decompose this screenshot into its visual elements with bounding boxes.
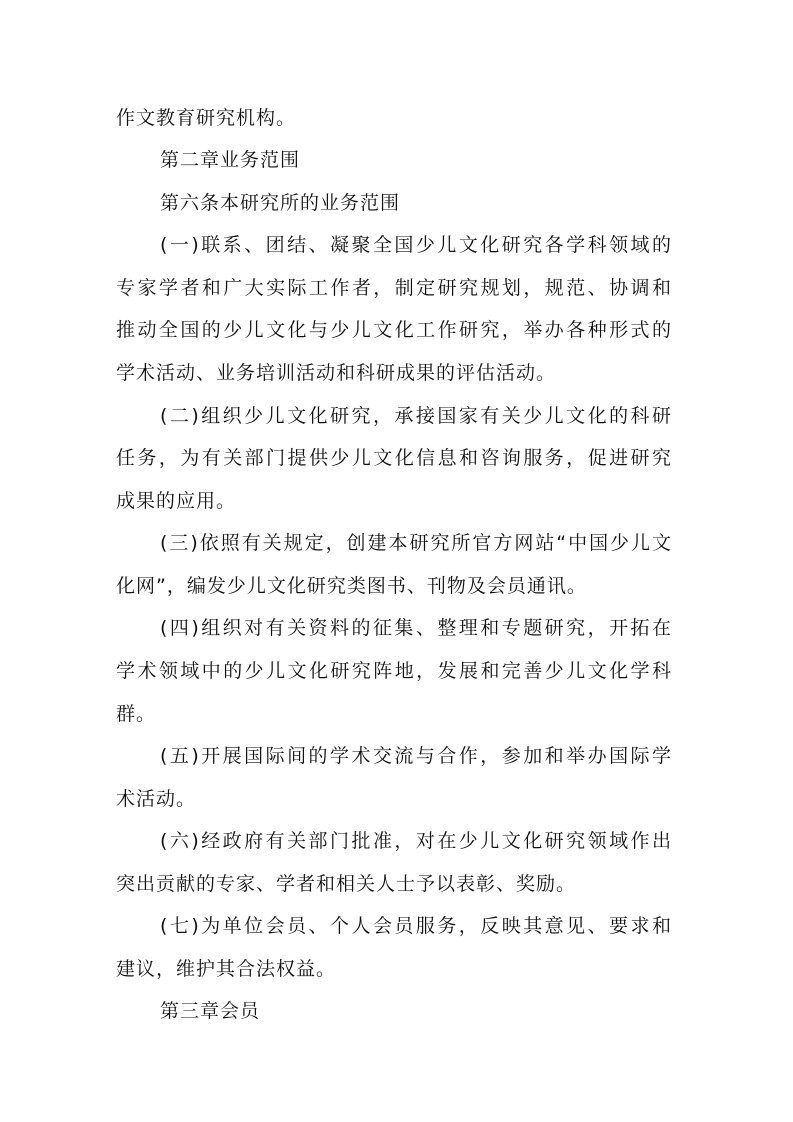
text-line: 突出贡献的专家、学者和相关人士予以表彰、奖励。 — [116, 873, 577, 895]
text-line: 化网”，编发少儿文化研究类图书、刊物及会员通讯。 — [116, 575, 587, 597]
text-line-content: 学术领域中的少儿文化研究阵地，发展和完善少儿文化学科 — [116, 660, 672, 682]
chapter-heading-2: 第二章业务范围 — [160, 149, 301, 171]
text-line-item-5 — [160, 744, 672, 768]
chapter-heading-3: 第三章会员 — [160, 1000, 261, 1022]
text-line — [116, 659, 672, 683]
text-line-item-3-content: (三)依照有关规定，创建本研究所官方网站“中国少儿文 — [160, 532, 672, 554]
text-line — [116, 446, 672, 470]
text-line-item-2 — [160, 404, 672, 428]
text-line-item-5-content: (五)开展国际间的学术交流与合作，参加和举办国际学 — [160, 745, 672, 767]
text-line — [116, 276, 672, 300]
article-heading-6: 第六条本研究所的业务范围 — [160, 192, 401, 214]
text-line-content: 推动全国的少儿文化与少儿文化工作研究，举办各种形式的 — [116, 319, 672, 341]
text-line: 学术活动、业务培训活动和科研成果的评估活动。 — [116, 362, 557, 384]
text-line-item-2-content: (二)组织少儿文化研究，承接国家有关少儿文化的科研 — [160, 405, 672, 427]
text-line-content: 专家学者和广大实际工作者，制定研究规划，规范、协调和 — [116, 277, 672, 299]
text-line — [116, 318, 672, 342]
text-line: 群。 — [116, 703, 157, 725]
text-line-item-4 — [160, 616, 672, 640]
text-line-item-1 — [160, 233, 672, 257]
text-line-item-3 — [160, 531, 672, 555]
text-line-continuation: 作文教育研究机构。 — [116, 107, 297, 129]
text-line: 成果的应用。 — [116, 490, 237, 512]
text-line-content: 任务，为有关部门提供少儿文化信息和咨询服务，促进研究 — [116, 447, 672, 469]
text-line-item-6 — [160, 829, 672, 853]
text-line: 建议，维护其合法权益。 — [116, 958, 337, 980]
text-line-item-7 — [160, 914, 672, 938]
text-line-item-1-content: (一)联系、团结、凝聚全国少儿文化研究各学科领域的 — [160, 234, 672, 256]
text-line-item-7-content: (七)为单位会员、个人会员服务，反映其意见、要求和 — [160, 915, 672, 937]
text-line: 术活动。 — [116, 788, 197, 810]
text-line-item-4-content: (四)组织对有关资料的征集、整理和专题研究，开拓在 — [160, 617, 672, 639]
text-line-item-6-content: (六)经政府有关部门批准，对在少儿文化研究领域作出 — [160, 830, 672, 852]
